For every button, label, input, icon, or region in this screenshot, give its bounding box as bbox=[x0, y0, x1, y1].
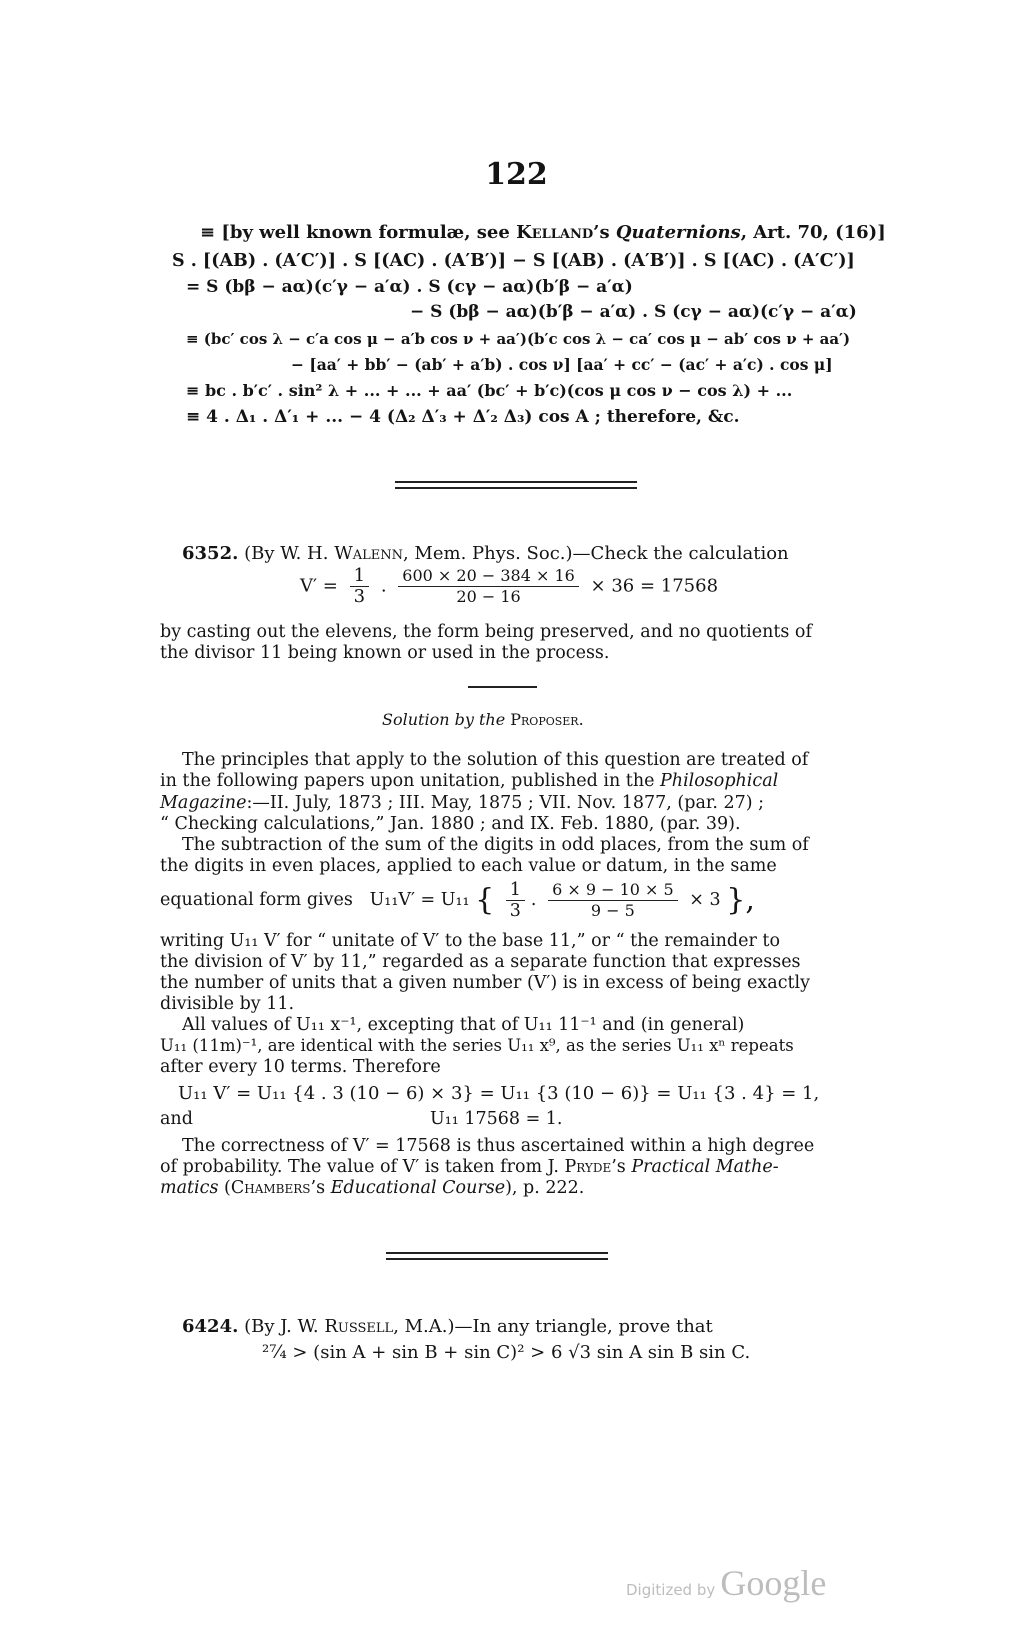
proof-line-6: − [aa′ + bb′ − (ab′ + a′b) . cos ν] [aa′ + cc′ − (ac′ + a′c) . cos μ] bbox=[291, 355, 833, 374]
para-4-line-1: All values of U₁₁ x⁻¹, excepting that of U₁₁ 11⁻¹ and (in general) bbox=[182, 1015, 745, 1035]
page-number: 122 bbox=[485, 157, 548, 192]
para-4-line-3: after every 10 terms. Therefore bbox=[160, 1057, 441, 1077]
book-title: Quaternions bbox=[615, 222, 741, 243]
solution-heading: Solution by the Proposer. bbox=[382, 710, 584, 729]
author-kelland: Kelland bbox=[516, 222, 594, 243]
proof-line-4: − S (bβ − aα)(b′β − a′α) . S (cγ − aα)(c′γ − a′α) bbox=[410, 302, 857, 322]
para-3-line-3: the number of units that a given number (V′) is in excess of being exactly bbox=[160, 973, 811, 993]
para-1-line-2: in the following papers upon unitation, published in the Philosophical bbox=[160, 771, 779, 791]
proof-line-3: = S (bβ − aα)(c′γ − a′α) . S (cγ − aα)(b′β − a′α) bbox=[186, 277, 633, 297]
double-rule-2-top bbox=[386, 1252, 608, 1254]
digitized-by-google-watermark: Digitized by Google bbox=[626, 1563, 827, 1603]
para-1-line-4: “ Checking calculations,” Jan. 1880 ; and IX. Feb. 1880, (par. 39). bbox=[160, 814, 741, 834]
equation-v-prime: V′ = $\frac{1}{3}$ . $\frac{600 \times 20 - 384 \times 16}{20 - 16}$ × 36 = 17568 bbox=[300, 565, 719, 607]
equation-unitation: equational form gives U₁₁V′ = U₁₁ { $\frac{1}{3}$ . $\frac{6 \times 9 - 10 \times 5}{9 - 5}$ × 3 }, bbox=[160, 880, 755, 921]
para-2-line-1: The subtraction of the sum of the digits in odd places, from the sum of bbox=[182, 835, 809, 855]
para-1-line-3: Magazine:—II. July, 1873 ; III. May, 1875 ; VII. Nov. 1877, (par. 27) ; bbox=[160, 793, 764, 813]
author-walenn: Walenn bbox=[334, 543, 403, 564]
para-1-line-1: The principles that apply to the solution of this question are treated of bbox=[182, 750, 809, 770]
question-6352-line-2: by casting out the elevens, the form being preserved, and no quotients of bbox=[160, 622, 812, 642]
para-2-line-2: the digits in even places, applied to each value or datum, in the same bbox=[160, 856, 777, 876]
question-number: 6352. bbox=[182, 543, 239, 564]
equation-and: and bbox=[160, 1109, 193, 1129]
proof-line-7: ≡ bc . b′c′ . sin² λ + ... + ... + aa′ (bc′ + b′c)(cos μ cos ν − cos λ) + ... bbox=[186, 381, 793, 400]
para-4-line-2: U₁₁ (11m)⁻¹, are identical with the series U₁₁ x⁹, as the series U₁₁ xⁿ repeats bbox=[160, 1036, 794, 1055]
double-rule-2-bottom bbox=[386, 1258, 608, 1260]
short-rule bbox=[468, 686, 537, 688]
double-rule-bottom bbox=[395, 487, 637, 489]
para-5-line-3: matics (Chambers’s Educational Course), p. 222. bbox=[160, 1178, 585, 1198]
fraction-main: $\frac{600 \times 20 - 384 \times 16}{20 - 16}$ bbox=[398, 566, 579, 607]
inequality: ²⁷⁄₄ > (sin A + sin B + sin C)² > 6 √3 sin A sin B sin C. bbox=[262, 1342, 751, 1363]
fraction-one-third: $\frac{1}{3}$ bbox=[350, 566, 369, 607]
para-3-line-4: divisible by 11. bbox=[160, 994, 295, 1014]
proof-line-8: ≡ 4 . Δ₁ . Δ′₁ + ... − 4 (Δ₂ Δ′₃ + Δ′₂ Δ₃) cos A ; therefore, &c. bbox=[186, 407, 740, 427]
proof-line-5: ≡ (bc′ cos λ − c′a cos μ − a′b cos ν + aa′)(b′c cos λ − ca′ cos μ − ab′ cos ν + aa′) bbox=[186, 330, 851, 348]
proof-line-2: S . [(AB) . (A′C′)] . S [(AC) . (A′B′)] − S [(AB) . (A′B′)] . S [(AC) . (A′C′)] bbox=[172, 251, 855, 271]
para-5-line-2: of probability. The value of V′ is taken from J. Pryde’s Practical Mathe- bbox=[160, 1157, 779, 1177]
para-3-line-2: the division of V′ by 11,” regarded as a separate function that expresses bbox=[160, 952, 801, 972]
question-6352-line-1: 6352. (By W. H. Walenn, Mem. Phys. Soc.)—Check the calculation bbox=[182, 543, 789, 564]
equation-result: U₁₁ V′ = U₁₁ {4 . 3 (10 − 6) × 3} = U₁₁ {3 (10 − 6)} = U₁₁ {3 . 4} = 1, bbox=[178, 1083, 820, 1104]
para-3-line-1: writing U₁₁ V′ for “ unitate of V′ to the base 11,” or “ the remainder to bbox=[160, 931, 780, 951]
question-number: 6424. bbox=[182, 1316, 239, 1337]
double-rule-top bbox=[395, 481, 637, 483]
author-russell: Russell bbox=[324, 1316, 394, 1337]
google-logo: Google bbox=[720, 1563, 827, 1603]
proof-line-1: ≡ [by well known formulæ, see Kelland’s Quaternions, Art. 70, (16)] bbox=[200, 222, 886, 243]
equation-17568: U₁₁ 17568 = 1. bbox=[430, 1109, 563, 1129]
para-5-line-1: The correctness of V′ = 17568 is thus ascertained within a high degree bbox=[182, 1136, 815, 1156]
question-6352-line-3: the divisor 11 being known or used in the process. bbox=[160, 643, 610, 663]
question-6424-line-1: 6424. (By J. W. Russell, M.A.)—In any triangle, prove that bbox=[182, 1316, 713, 1337]
